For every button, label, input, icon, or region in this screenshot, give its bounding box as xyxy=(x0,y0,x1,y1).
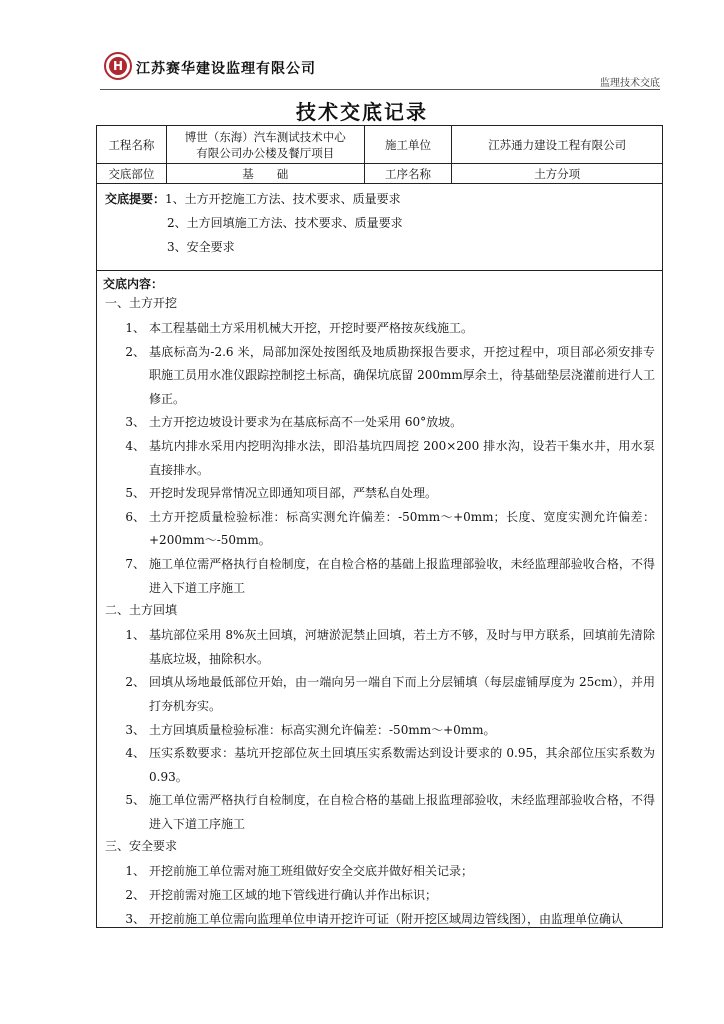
item-text: 施工单位需严格执行自检制度，在自检合格的基础上报监理部验收，未经监理部验收合格，不得进入下道工序施工 xyxy=(149,793,655,831)
company-name: 江苏赛华建设监理有限公司 xyxy=(136,61,316,77)
summary-label: 交底提要： xyxy=(105,192,166,206)
info-row-project xyxy=(97,126,663,164)
item-text: 开挖前施工单位需向监理单位申请开挖许可证（附开挖区域周边管线图），由监理单位确认 xyxy=(149,911,624,926)
item-number: 3、 xyxy=(125,911,145,926)
item-number: 3、 xyxy=(125,415,145,430)
summary-item: 2、土方回填施工方法、技术要求、质量要求 xyxy=(167,216,403,230)
summary-row xyxy=(105,214,654,238)
list-item xyxy=(103,411,656,435)
summary-row xyxy=(105,190,654,214)
item-number: 5、 xyxy=(125,486,145,501)
item-text: 回填从场地最低部位开始，由一端向另一端自下而上分层铺填（每层虚铺厚度为 25cm），并用打夯机夯实。 xyxy=(149,675,655,713)
item-text: 开挖前需对施工区域的地下管线进行确认并作出标识； xyxy=(149,888,438,903)
project-value-line1: 博世（东海）汽车测试技术中心 xyxy=(184,129,346,144)
item-number: 1、 xyxy=(125,628,145,643)
list-item xyxy=(103,742,656,789)
project-value xyxy=(166,126,364,164)
item-number: 2、 xyxy=(125,344,145,359)
contractor-label: 施工单位 xyxy=(364,126,452,164)
item-number: 4、 xyxy=(125,746,145,761)
item-text: 土方回填质量检验标准：标高实测允许偏差：-50mm～+0mm。 xyxy=(149,722,496,737)
content-label: 交底内容： xyxy=(103,277,164,291)
process-value: 土方分项 xyxy=(452,164,663,184)
process-label: 工序名称 xyxy=(364,164,452,184)
item-number: 6、 xyxy=(125,509,145,524)
company-logo-icon xyxy=(104,52,132,80)
logo-letter: H xyxy=(109,57,127,75)
list-item xyxy=(103,553,656,600)
summary-box xyxy=(96,183,663,271)
list-item xyxy=(103,789,656,836)
part-value: 基 础 xyxy=(166,164,364,184)
item-text: 基坑内排水采用内挖明沟排水法，即沿基坑四周挖 200×200 排水沟，设若干集水井，用水泵直接排水。 xyxy=(149,438,655,477)
list-item xyxy=(103,884,656,908)
project-value-line2: 有限公司办公楼及餐厅项目 xyxy=(196,145,335,160)
part-label: 交底部位 xyxy=(97,164,167,184)
content-box xyxy=(96,271,663,928)
list-item xyxy=(103,506,656,553)
item-text: 土方开挖质量检验标准：标高实测允许偏差：-50mm～+0mm；长度、宽度实测允许偏差：+200mm～-50mm。 xyxy=(149,509,655,548)
item-text: 本工程基础土方采用机械大开挖，开挖时要严格按灰线施工。 xyxy=(149,321,474,335)
item-number: 7、 xyxy=(125,556,145,571)
contractor-value: 江苏通力建设工程有限公司 xyxy=(452,126,663,164)
summary-item: 3、安全要求 xyxy=(167,240,235,254)
item-text: 施工单位需严格执行自检制度，在自检合格的基础上报监理部验收，未经监理部验收合格，不得进入下道工序施工 xyxy=(149,556,655,595)
item-number: 1、 xyxy=(125,321,145,335)
header-divider xyxy=(100,89,660,90)
list-item xyxy=(103,860,656,884)
info-row-part xyxy=(97,164,663,184)
list-item xyxy=(103,671,656,718)
section-heading: 一、土方开挖 xyxy=(105,296,178,310)
item-number: 3、 xyxy=(125,722,145,737)
list-item xyxy=(103,317,656,341)
list-item xyxy=(103,435,656,482)
section-heading: 三、安全要求 xyxy=(105,839,178,854)
info-table xyxy=(96,125,663,184)
item-number: 2、 xyxy=(125,888,145,903)
item-number: 5、 xyxy=(125,793,145,808)
list-item xyxy=(103,624,656,671)
item-number: 2、 xyxy=(125,675,145,690)
item-text: 基底标高为-2.6 米，局部加深处按图纸及地质勘探报告要求，开挖过程中，项目部必须安排专职施工员用水准仪跟踪控制挖土标高，确保坑底留 200mm厚余土，待基础垫层浇灌前进行人工修正。 xyxy=(149,344,655,406)
project-label: 工程名称 xyxy=(97,126,167,164)
item-text: 基坑部位采用 8%灰土回填，河塘淤泥禁止回填，若土方不够，及时与甲方联系，回填前先清除基底垃圾，抽除积水。 xyxy=(149,628,655,666)
section-heading: 二、土方回填 xyxy=(105,603,178,618)
list-item xyxy=(103,341,656,412)
item-number: 4、 xyxy=(125,438,145,453)
list-item xyxy=(103,908,656,932)
item-number: 1、 xyxy=(125,864,145,879)
item-text: 开挖时发现异常情况立即通知项目部，严禁私自处理。 xyxy=(149,486,438,501)
document-tag: 监理技术交底 xyxy=(600,78,660,89)
page-header xyxy=(100,50,660,90)
item-text: 土方开挖边坡设计要求为在基底标高不一处采用 60°放坡。 xyxy=(149,415,463,430)
page-title: 技术交底记录 xyxy=(296,100,428,124)
summary-row xyxy=(105,238,654,262)
list-item xyxy=(103,719,656,743)
item-text: 压实系数要求：基坑开挖部位灰土回填压实系数需达到设计要求的 0.95，其余部位压实系数为 0.93。 xyxy=(149,746,655,784)
summary-item: 1、土方开挖施工方法、技术要求、质量要求 xyxy=(165,192,401,206)
item-text: 开挖前施工单位需对施工班组做好安全交底并做好相关记录； xyxy=(149,864,474,879)
list-item xyxy=(103,482,656,506)
